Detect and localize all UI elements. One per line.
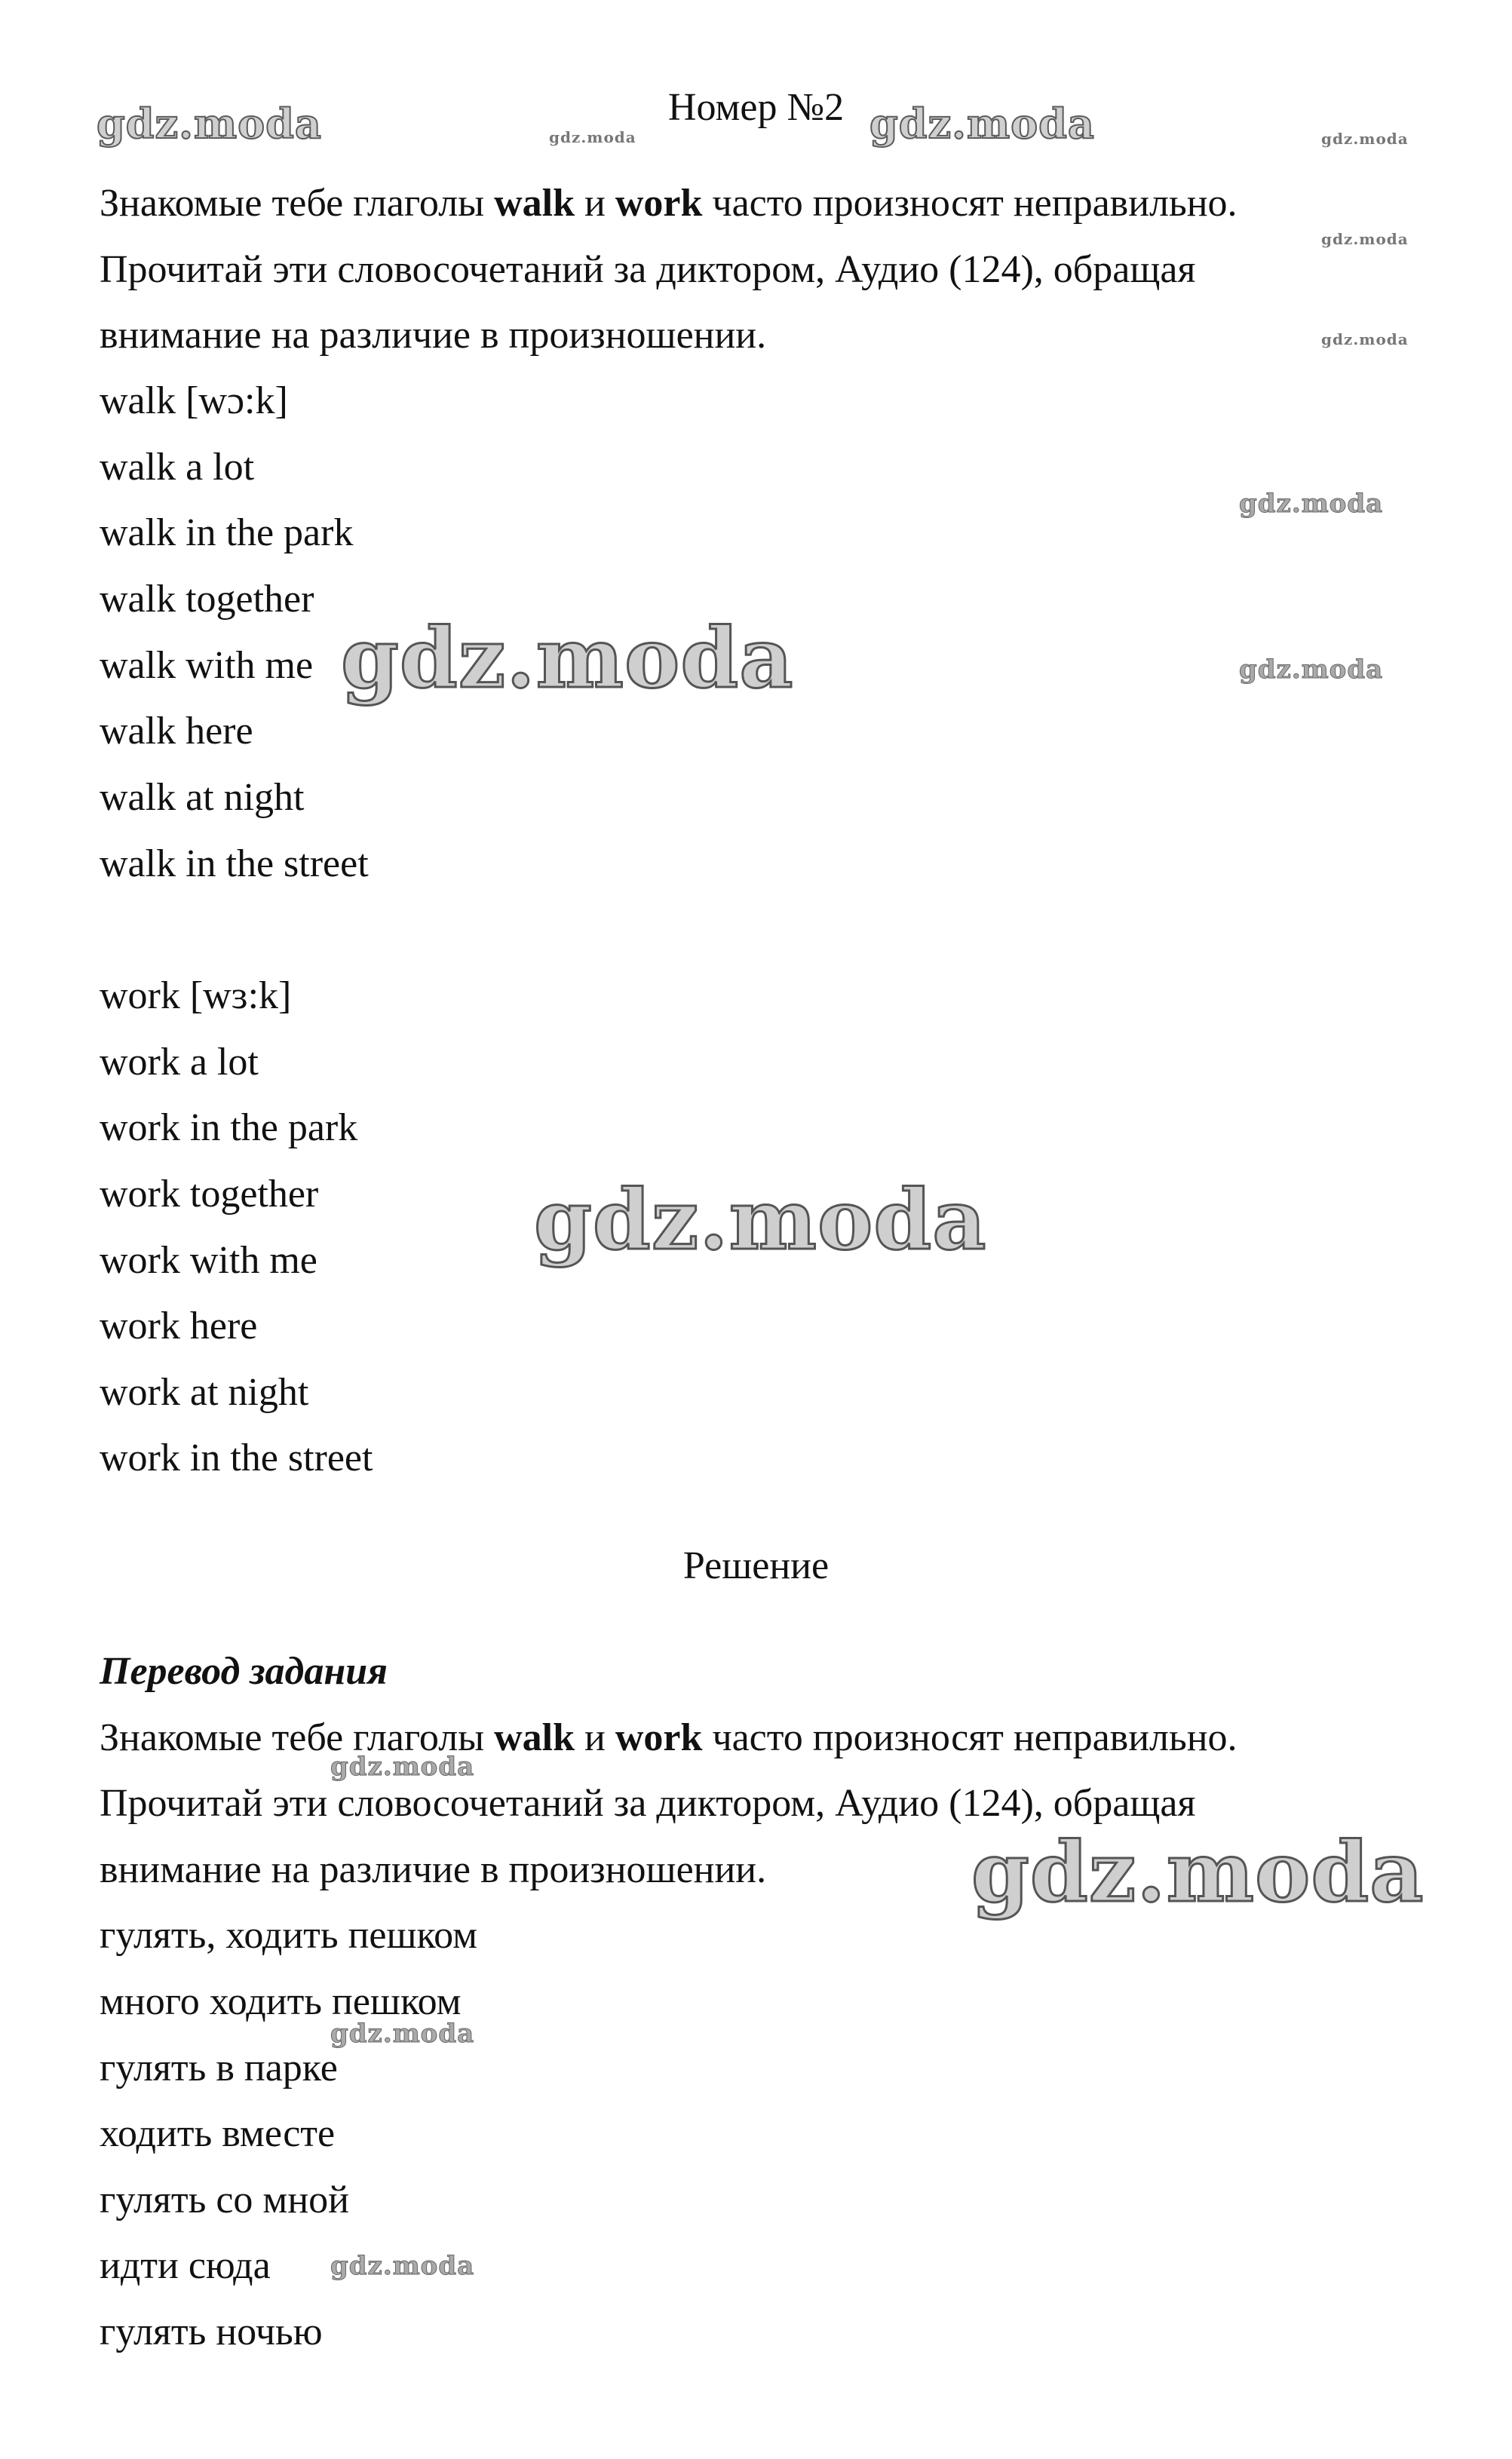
work-phrase: work here (100, 1305, 258, 1348)
translation-heading: Перевод задания (100, 1650, 388, 1693)
work-phrase: work a lot (100, 1041, 259, 1084)
task-line-1-post: часто произносят неправильно. (702, 182, 1238, 225)
task-line-3: внимание на различие в произношении. (100, 314, 767, 357)
watermark-logo: gdz.moda (341, 609, 794, 707)
translation-phrase: гулять, ходить пешком (100, 1914, 478, 1957)
translation-line-1-mid: и (575, 1716, 615, 1759)
translation-phrase: много ходить пешком (100, 1980, 462, 2023)
walk-phrase: walk [wɔ:k] (100, 379, 288, 422)
translation-word-walk: walk (494, 1716, 575, 1759)
task-line-1-mid: и (575, 182, 615, 225)
task-line-1 (100, 181, 1238, 226)
task-word-work: work (615, 182, 703, 225)
walk-phrase: walk here (100, 710, 253, 753)
watermark-logo: gdz.moda (534, 1171, 987, 1268)
watermark-logo: gdz.moda (549, 128, 636, 146)
work-phrase: work together (100, 1173, 319, 1216)
translation-line-1-pre: Знакомые тебе глаголы (100, 1716, 495, 1759)
translation-phrase: идти сюда (100, 2244, 271, 2287)
task-line-2: Прочитай эти словосочетаний за диктором, Аудио (124), обращая (100, 248, 1196, 291)
work-phrase: work at night (100, 1371, 309, 1414)
translation-phrase: гулять ночью (100, 2310, 323, 2353)
walk-phrase: walk in the park (100, 511, 354, 554)
translation-phrase: гулять со мной (100, 2178, 349, 2221)
work-phrase: work in the park (100, 1106, 358, 1149)
task-line-1-pre: Знакомые тебе глаголы (100, 182, 495, 225)
watermark-logo: gdz.moda (97, 100, 322, 148)
walk-phrase: walk in the street (100, 842, 369, 885)
translation-phrase: гулять в парке (100, 2047, 338, 2090)
page-title: Номер №2 (667, 86, 845, 129)
watermark-logo: gdz.moda (330, 1752, 475, 1782)
watermark-logo: gdz.moda (1321, 230, 1409, 248)
watermark-logo: gdz.moda (971, 1823, 1425, 1921)
walk-phrase: walk with me (100, 644, 314, 687)
translation-line-1-post: часто произносят неправильно. (702, 1716, 1238, 1759)
translation-word-work: work (615, 1716, 703, 1759)
watermark-logo: gdz.moda (330, 2019, 475, 2049)
walk-phrase: walk together (100, 578, 314, 621)
watermark-logo: gdz.moda (1321, 330, 1409, 348)
work-phrase: work [wɜ:k] (100, 974, 292, 1017)
watermark-logo: gdz.moda (1239, 489, 1384, 519)
task-word-walk: walk (494, 182, 575, 225)
solution-heading: Решение (682, 1544, 830, 1587)
watermark-logo: gdz.moda (1239, 655, 1384, 685)
watermark-logo: gdz.moda (1321, 130, 1409, 148)
translation-line-3: внимание на различие в произношении. (100, 1848, 767, 1891)
watermark-logo: gdz.moda (330, 2251, 475, 2281)
translation-line-1 (100, 1715, 1238, 1761)
watermark-logo: gdz.moda (869, 100, 1095, 148)
translation-phrase: ходить вместе (100, 2112, 336, 2155)
translation-line-2: Прочитай эти словосочетаний за диктором, Аудио (124), обращая (100, 1782, 1196, 1825)
walk-phrase: walk at night (100, 776, 305, 819)
work-phrase: work with me (100, 1239, 317, 1282)
walk-phrase: walk a lot (100, 446, 255, 489)
work-phrase: work in the street (100, 1436, 373, 1479)
